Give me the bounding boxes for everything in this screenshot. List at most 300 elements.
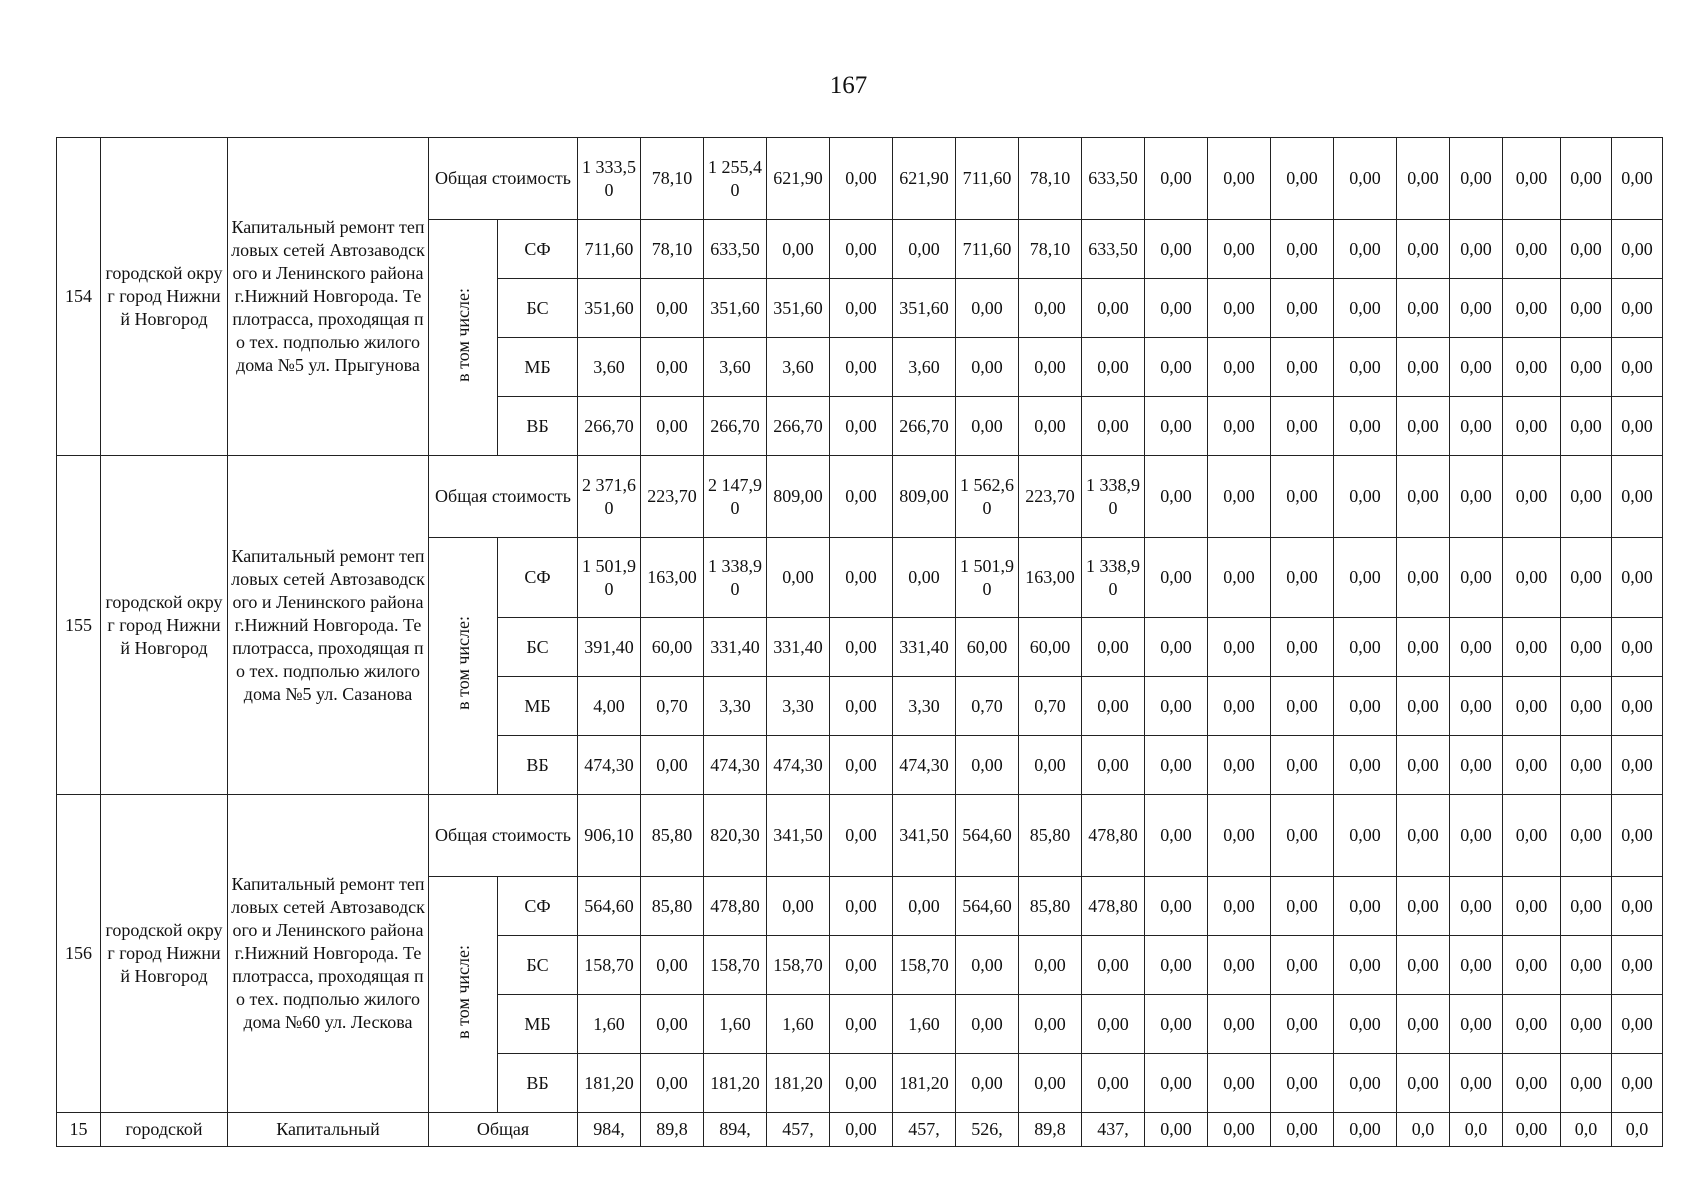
- value-cell: 0,00: [1082, 279, 1145, 338]
- value-cell: 158,70: [704, 936, 767, 995]
- value-cell: 0,00: [1082, 1054, 1145, 1113]
- value-cell: 0,00: [1271, 677, 1334, 736]
- value-cell: 711,60: [578, 220, 641, 279]
- value-cell: 0,00: [830, 877, 893, 936]
- value-cell: 0,00: [1561, 877, 1612, 936]
- value-cell: 0,00: [1145, 995, 1208, 1054]
- municipality-cell: городской округ город Нижний Новгород: [101, 456, 228, 795]
- value-cell: 266,70: [893, 397, 956, 456]
- value-cell: 0,00: [1019, 995, 1082, 1054]
- value-cell: 158,70: [767, 936, 830, 995]
- value-cell: 711,60: [956, 220, 1019, 279]
- value-cell: 0,00: [1082, 936, 1145, 995]
- value-cell: 0,00: [1145, 936, 1208, 995]
- total-row: [57, 138, 1663, 220]
- page-number: 167: [829, 72, 868, 99]
- value-cell: 0,00: [893, 220, 956, 279]
- value-cell: 0,00: [1450, 618, 1503, 677]
- value-cell: 0,00: [1334, 397, 1397, 456]
- value-cell: 0,00: [1397, 397, 1450, 456]
- value-cell: 474,30: [767, 736, 830, 795]
- row-number: 155: [57, 456, 101, 795]
- value-cell: 0,00: [1612, 618, 1663, 677]
- value-cell: 0,00: [1019, 936, 1082, 995]
- value-cell: 351,60: [704, 279, 767, 338]
- value-cell: 0,00: [1208, 1113, 1271, 1147]
- value-cell: 0,00: [1561, 456, 1612, 538]
- value-cell: 0,00: [641, 936, 704, 995]
- value-cell: 3,60: [578, 338, 641, 397]
- value-cell: 0,00: [1503, 338, 1561, 397]
- value-cell: 457,: [893, 1113, 956, 1147]
- value-cell: 1 338,90: [704, 538, 767, 618]
- value-cell: 474,30: [704, 736, 767, 795]
- value-cell: 351,60: [767, 279, 830, 338]
- value-cell: 0,00: [1503, 456, 1561, 538]
- value-cell: 0,00: [1208, 1054, 1271, 1113]
- value-cell: 0,00: [830, 220, 893, 279]
- value-cell: 1,60: [578, 995, 641, 1054]
- funding-source-label: ВБ: [498, 736, 578, 795]
- value-cell: 0,00: [1208, 456, 1271, 538]
- value-cell: 85,80: [641, 795, 704, 877]
- value-cell: 89,8: [641, 1113, 704, 1147]
- municipality-cell: городской: [101, 1113, 228, 1147]
- value-cell: 0,00: [1271, 456, 1334, 538]
- value-cell: 0,00: [641, 736, 704, 795]
- value-cell: 0,00: [1145, 618, 1208, 677]
- funding-source-label: БС: [498, 279, 578, 338]
- value-cell: 181,20: [704, 1054, 767, 1113]
- value-cell: 1 501,90: [578, 538, 641, 618]
- value-cell: 0,00: [893, 538, 956, 618]
- value-cell: 0,00: [1561, 1054, 1612, 1113]
- value-cell: 1,60: [767, 995, 830, 1054]
- value-cell: 0,00: [956, 338, 1019, 397]
- value-cell: 331,40: [704, 618, 767, 677]
- total-row: [57, 456, 1663, 538]
- value-cell: 0,00: [1145, 279, 1208, 338]
- value-cell: 0,00: [1334, 936, 1397, 995]
- value-cell: 3,30: [767, 677, 830, 736]
- value-cell: 0,00: [1397, 736, 1450, 795]
- row-number: 15: [57, 1113, 101, 1147]
- value-cell: 0,00: [641, 1054, 704, 1113]
- value-cell: 0,0: [1450, 1113, 1503, 1147]
- value-cell: 0,00: [1271, 995, 1334, 1054]
- value-cell: 0,00: [1334, 538, 1397, 618]
- value-cell: 0,00: [1334, 338, 1397, 397]
- value-cell: 0,0: [1612, 1113, 1663, 1147]
- value-cell: 0,00: [1397, 995, 1450, 1054]
- value-cell: 0,00: [830, 677, 893, 736]
- value-cell: 1 338,90: [1082, 456, 1145, 538]
- value-cell: 0,00: [1450, 877, 1503, 936]
- value-cell: 0,00: [1271, 338, 1334, 397]
- funding-source-label: СФ: [498, 220, 578, 279]
- value-cell: 181,20: [578, 1054, 641, 1113]
- value-cell: 0,00: [1397, 456, 1450, 538]
- value-cell: 0,70: [1019, 677, 1082, 736]
- value-cell: 158,70: [893, 936, 956, 995]
- value-cell: 0,00: [767, 220, 830, 279]
- value-cell: 0,00: [1271, 138, 1334, 220]
- including-label-cell: [429, 877, 498, 1113]
- value-cell: 0,00: [641, 995, 704, 1054]
- value-cell: 0,00: [1450, 279, 1503, 338]
- value-cell: 3,30: [893, 677, 956, 736]
- value-cell: 0,00: [1208, 279, 1271, 338]
- value-cell: 0,00: [641, 279, 704, 338]
- value-cell: 0,00: [1334, 677, 1397, 736]
- value-cell: 78,10: [641, 220, 704, 279]
- value-cell: 223,70: [1019, 456, 1082, 538]
- object-description: Капитальный ремонт тепловых сетей Автозаводского и Ленинского района г.Нижний Новгорода. Теплотрасса, проходящая по тех. подполью жилого дома №60 ул. Лескова: [228, 795, 429, 1113]
- value-cell: 3,60: [893, 338, 956, 397]
- value-cell: 0,00: [1271, 618, 1334, 677]
- value-cell: 0,00: [1145, 877, 1208, 936]
- value-cell: 633,50: [1082, 220, 1145, 279]
- value-cell: 223,70: [641, 456, 704, 538]
- including-label-cell: [429, 220, 498, 456]
- value-cell: 0,00: [1503, 220, 1561, 279]
- value-cell: 0,00: [1208, 618, 1271, 677]
- value-cell: 266,70: [578, 397, 641, 456]
- value-cell: 181,20: [767, 1054, 830, 1113]
- value-cell: 0,00: [1397, 677, 1450, 736]
- value-cell: 0,00: [956, 736, 1019, 795]
- value-cell: 621,90: [767, 138, 830, 220]
- value-cell: 0,00: [1397, 877, 1450, 936]
- value-cell: 163,00: [1019, 538, 1082, 618]
- including-label: в том числе:: [452, 287, 473, 382]
- value-cell: 0,00: [1612, 1054, 1663, 1113]
- value-cell: 0,00: [1082, 397, 1145, 456]
- value-cell: 0,00: [1612, 397, 1663, 456]
- value-cell: 0,00: [1334, 456, 1397, 538]
- value-cell: 0,00: [1450, 456, 1503, 538]
- value-cell: 0,00: [956, 279, 1019, 338]
- value-cell: 1 333,50: [578, 138, 641, 220]
- value-cell: 0,00: [1145, 795, 1208, 877]
- value-cell: 0,00: [641, 397, 704, 456]
- value-cell: 809,00: [893, 456, 956, 538]
- value-cell: 0,00: [1612, 677, 1663, 736]
- value-cell: 0,00: [956, 995, 1019, 1054]
- value-cell: 0,00: [1208, 338, 1271, 397]
- value-cell: 0,00: [1612, 936, 1663, 995]
- value-cell: 0,00: [1208, 397, 1271, 456]
- value-cell: 78,10: [1019, 220, 1082, 279]
- value-cell: 0,00: [1271, 279, 1334, 338]
- funding-source-label: МБ: [498, 677, 578, 736]
- value-cell: 0,00: [1397, 138, 1450, 220]
- value-cell: 0,00: [1271, 538, 1334, 618]
- value-cell: 0,00: [1503, 877, 1561, 936]
- value-cell: 0,00: [1271, 1054, 1334, 1113]
- value-cell: 0,00: [1208, 795, 1271, 877]
- value-cell: 478,80: [1082, 877, 1145, 936]
- value-cell: 0,00: [1019, 397, 1082, 456]
- including-label: в том числе:: [452, 944, 473, 1039]
- value-cell: 0,00: [830, 1054, 893, 1113]
- value-cell: 0,00: [1561, 220, 1612, 279]
- value-cell: 0,00: [1334, 795, 1397, 877]
- total-label: Общая: [429, 1113, 578, 1147]
- value-cell: 0,00: [1503, 279, 1561, 338]
- value-cell: 457,: [767, 1113, 830, 1147]
- value-cell: 60,00: [956, 618, 1019, 677]
- funding-source-label: ВБ: [498, 397, 578, 456]
- value-cell: 0,00: [1561, 618, 1612, 677]
- value-cell: 0,00: [830, 936, 893, 995]
- object-description: Капитальный ремонт тепловых сетей Автозаводского и Ленинского района г.Нижний Новгорода. Теплотрасса, проходящая по тех. подполью жилого дома №5 ул. Сазанова: [228, 456, 429, 795]
- value-cell: 60,00: [641, 618, 704, 677]
- value-cell: 0,00: [1503, 538, 1561, 618]
- value-cell: 0,00: [1612, 456, 1663, 538]
- value-cell: 474,30: [578, 736, 641, 795]
- value-cell: 0,00: [1561, 279, 1612, 338]
- value-cell: 478,80: [704, 877, 767, 936]
- funding-source-label: БС: [498, 936, 578, 995]
- value-cell: 1 501,90: [956, 538, 1019, 618]
- value-cell: 3,60: [767, 338, 830, 397]
- value-cell: 331,40: [893, 618, 956, 677]
- value-cell: 0,00: [893, 877, 956, 936]
- value-cell: 1 338,90: [1082, 538, 1145, 618]
- value-cell: 0,00: [830, 538, 893, 618]
- value-cell: 1,60: [893, 995, 956, 1054]
- partial-row: [57, 1113, 1663, 1147]
- value-cell: 89,8: [1019, 1113, 1082, 1147]
- value-cell: 478,80: [1082, 795, 1145, 877]
- object-description: Капитальный ремонт тепловых сетей Автозаводского и Ленинского района г.Нижний Новгорода. Теплотрасса, проходящая по тех. подполью жилого дома №5 ул. Прыгунова: [228, 138, 429, 456]
- value-cell: 0,00: [830, 736, 893, 795]
- value-cell: 0,00: [1208, 736, 1271, 795]
- value-cell: 0,00: [1450, 936, 1503, 995]
- value-cell: 633,50: [1082, 138, 1145, 220]
- municipality-cell: городской округ город Нижний Новгород: [101, 138, 228, 456]
- value-cell: 0,00: [1019, 279, 1082, 338]
- value-cell: 391,40: [578, 618, 641, 677]
- value-cell: 526,: [956, 1113, 1019, 1147]
- including-label-cell: [429, 538, 498, 795]
- value-cell: 0,00: [1503, 995, 1561, 1054]
- value-cell: 0,00: [956, 936, 1019, 995]
- value-cell: 163,00: [641, 538, 704, 618]
- value-cell: 0,00: [1271, 795, 1334, 877]
- value-cell: 0,00: [1503, 1054, 1561, 1113]
- value-cell: 0,00: [1271, 397, 1334, 456]
- value-cell: 711,60: [956, 138, 1019, 220]
- value-cell: 0,00: [1397, 618, 1450, 677]
- value-cell: 266,70: [704, 397, 767, 456]
- value-cell: 0,00: [830, 397, 893, 456]
- value-cell: 0,00: [830, 795, 893, 877]
- value-cell: 3,30: [704, 677, 767, 736]
- value-cell: 0,0: [1561, 1113, 1612, 1147]
- value-cell: 0,00: [1334, 1113, 1397, 1147]
- value-cell: 0,00: [1082, 338, 1145, 397]
- value-cell: 0,00: [767, 538, 830, 618]
- total-label: Общая стоимость: [429, 456, 578, 538]
- funding-source-label: МБ: [498, 338, 578, 397]
- value-cell: 0,00: [1145, 538, 1208, 618]
- value-cell: 0,00: [1334, 220, 1397, 279]
- value-cell: 809,00: [767, 456, 830, 538]
- value-cell: 0,00: [1503, 397, 1561, 456]
- value-cell: 85,80: [1019, 877, 1082, 936]
- value-cell: 85,80: [641, 877, 704, 936]
- value-cell: 0,00: [1082, 618, 1145, 677]
- value-cell: 0,00: [830, 995, 893, 1054]
- value-cell: 0,00: [1612, 279, 1663, 338]
- value-cell: 0,00: [1503, 677, 1561, 736]
- value-cell: 0,00: [1503, 736, 1561, 795]
- value-cell: 0,00: [1334, 736, 1397, 795]
- value-cell: 331,40: [767, 618, 830, 677]
- value-cell: 60,00: [1019, 618, 1082, 677]
- value-cell: 0,00: [1503, 795, 1561, 877]
- value-cell: 0,00: [1334, 618, 1397, 677]
- value-cell: 0,00: [1397, 538, 1450, 618]
- value-cell: 0,00: [1450, 677, 1503, 736]
- value-cell: 0,00: [1450, 538, 1503, 618]
- value-cell: 1 562,60: [956, 456, 1019, 538]
- value-cell: 0,00: [1271, 220, 1334, 279]
- value-cell: 0,00: [1145, 220, 1208, 279]
- value-cell: 0,00: [1561, 936, 1612, 995]
- value-cell: 0,00: [1145, 397, 1208, 456]
- value-cell: 181,20: [893, 1054, 956, 1113]
- value-cell: 0,00: [1503, 138, 1561, 220]
- value-cell: 0,00: [1561, 338, 1612, 397]
- value-cell: 0,00: [1612, 138, 1663, 220]
- value-cell: 78,10: [641, 138, 704, 220]
- value-cell: 564,60: [956, 795, 1019, 877]
- value-cell: 0,00: [1561, 538, 1612, 618]
- value-cell: 0,00: [1397, 936, 1450, 995]
- total-label: Общая стоимость: [429, 795, 578, 877]
- value-cell: 0,00: [1208, 936, 1271, 995]
- value-cell: 0,00: [1450, 220, 1503, 279]
- value-cell: 0,00: [1561, 397, 1612, 456]
- value-cell: 0,00: [1561, 795, 1612, 877]
- value-cell: 0,00: [1503, 618, 1561, 677]
- value-cell: 0,00: [641, 338, 704, 397]
- value-cell: 78,10: [1019, 138, 1082, 220]
- value-cell: 0,00: [1019, 338, 1082, 397]
- value-cell: 0,00: [1612, 795, 1663, 877]
- value-cell: 0,00: [1208, 138, 1271, 220]
- funding-source-label: МБ: [498, 995, 578, 1054]
- value-cell: 0,00: [830, 1113, 893, 1147]
- value-cell: 266,70: [767, 397, 830, 456]
- value-cell: 0,00: [1271, 1113, 1334, 1147]
- value-cell: 0,00: [1612, 338, 1663, 397]
- value-cell: 0,00: [1612, 877, 1663, 936]
- cost-table: [56, 137, 1663, 1147]
- value-cell: 3,60: [704, 338, 767, 397]
- value-cell: 0,00: [1561, 138, 1612, 220]
- value-cell: 0,00: [1271, 936, 1334, 995]
- row-number: 154: [57, 138, 101, 456]
- value-cell: 0,00: [1145, 456, 1208, 538]
- value-cell: 0,00: [1450, 995, 1503, 1054]
- value-cell: 474,30: [893, 736, 956, 795]
- value-cell: 906,10: [578, 795, 641, 877]
- value-cell: 0,00: [1208, 877, 1271, 936]
- value-cell: 564,60: [578, 877, 641, 936]
- value-cell: 0,00: [1019, 1054, 1082, 1113]
- total-label: Общая стоимость: [429, 138, 578, 220]
- including-label: в том числе:: [452, 616, 473, 710]
- value-cell: 0,00: [1450, 736, 1503, 795]
- value-cell: 0,00: [1082, 736, 1145, 795]
- value-cell: 0,00: [1208, 538, 1271, 618]
- value-cell: 0,0: [1397, 1113, 1450, 1147]
- value-cell: 0,00: [1334, 877, 1397, 936]
- value-cell: 0,00: [767, 877, 830, 936]
- value-cell: 564,60: [956, 877, 1019, 936]
- value-cell: 0,00: [1397, 1054, 1450, 1113]
- value-cell: 0,00: [1334, 1054, 1397, 1113]
- value-cell: 0,00: [1561, 736, 1612, 795]
- value-cell: 0,00: [1271, 877, 1334, 936]
- value-cell: 621,90: [893, 138, 956, 220]
- value-cell: 158,70: [578, 936, 641, 995]
- value-cell: 0,00: [1612, 736, 1663, 795]
- value-cell: 0,00: [1503, 936, 1561, 995]
- value-cell: 0,00: [830, 138, 893, 220]
- value-cell: 0,00: [1450, 338, 1503, 397]
- value-cell: 0,00: [1082, 995, 1145, 1054]
- value-cell: 0,00: [956, 397, 1019, 456]
- row-number: 156: [57, 795, 101, 1113]
- value-cell: 0,00: [1208, 995, 1271, 1054]
- value-cell: 437,: [1082, 1113, 1145, 1147]
- value-cell: 0,00: [830, 456, 893, 538]
- value-cell: 633,50: [704, 220, 767, 279]
- value-cell: 85,80: [1019, 795, 1082, 877]
- value-cell: 0,00: [1612, 538, 1663, 618]
- value-cell: 351,60: [893, 279, 956, 338]
- value-cell: 0,00: [1397, 795, 1450, 877]
- value-cell: 0,00: [1450, 397, 1503, 456]
- value-cell: 2 147,90: [704, 456, 767, 538]
- value-cell: 0,00: [1145, 677, 1208, 736]
- value-cell: 341,50: [893, 795, 956, 877]
- value-cell: 0,00: [1145, 1054, 1208, 1113]
- total-row: [57, 795, 1663, 877]
- value-cell: 0,00: [1561, 677, 1612, 736]
- value-cell: 0,00: [1145, 736, 1208, 795]
- value-cell: 4,00: [578, 677, 641, 736]
- value-cell: 341,50: [767, 795, 830, 877]
- value-cell: 0,00: [1561, 995, 1612, 1054]
- value-cell: 0,00: [1397, 338, 1450, 397]
- funding-source-label: СФ: [498, 538, 578, 618]
- value-cell: 0,00: [1450, 138, 1503, 220]
- value-cell: 0,00: [830, 338, 893, 397]
- value-cell: 0,70: [641, 677, 704, 736]
- value-cell: 984,: [578, 1113, 641, 1147]
- funding-source-label: БС: [498, 618, 578, 677]
- value-cell: 0,00: [1145, 338, 1208, 397]
- value-cell: 0,00: [1019, 736, 1082, 795]
- value-cell: 0,00: [1397, 279, 1450, 338]
- municipality-cell: городской округ город Нижний Новгород: [101, 795, 228, 1113]
